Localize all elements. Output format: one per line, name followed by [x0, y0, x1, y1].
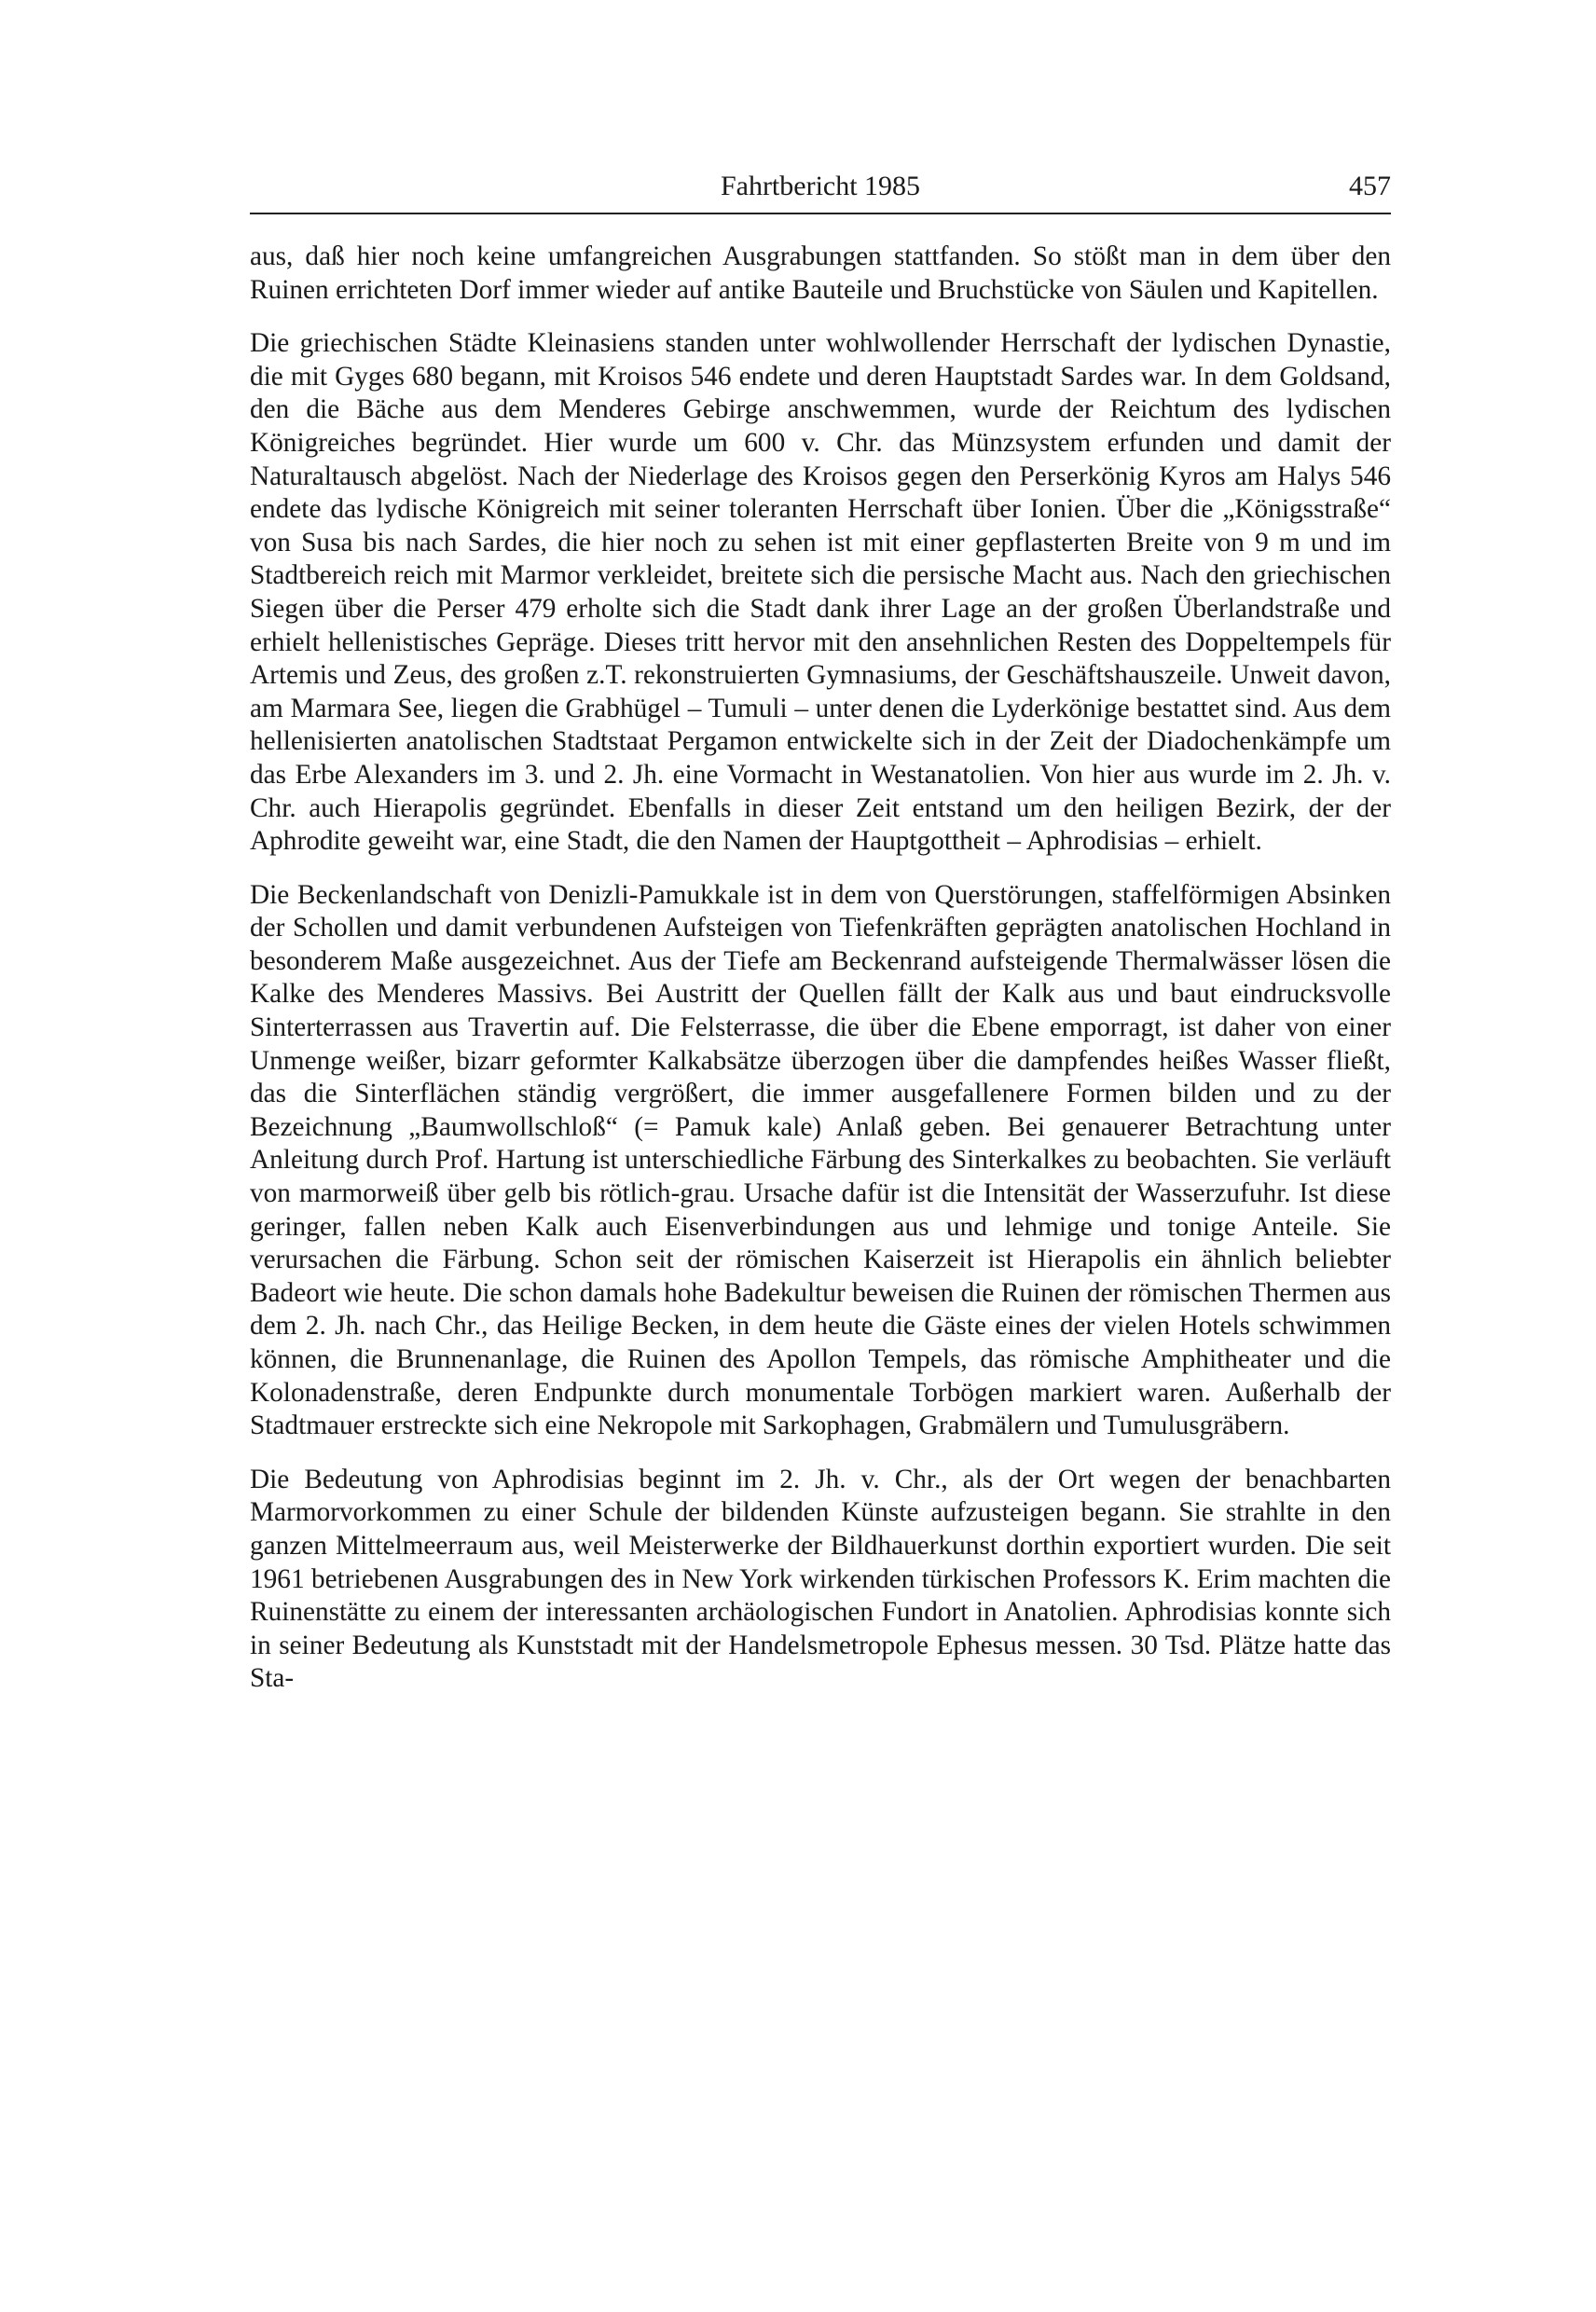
running-header	[250, 168, 1391, 209]
paragraph-3: Die Beckenlandschaft von Denizli-Pamukkale ist in dem von Querstörungen, staffelförmigen Absinken der Schollen und damit verbundenen Aufsteigen von Tiefenkräften geprägten anatolischen Hochland in besonderem Maße ausgezeichnet. Aus der Tiefe am Beckenrand aufsteigende Thermalwässer lösen die Kalke des Menderes Massivs. Bei Austritt der Quellen fällt der Kalk aus und baut eindrucksvolle Sinterterrassen aus Travertin auf. Die Felsterrasse, die über die Ebene emporragt, ist daher von einer Unmenge weißer, bizarr geformter Kalkabsätze überzogen über die dampfendes heißes Wasser fließt, das die Sinterflächen ständig vergrößert, die immer ausgefallenere Formen bilden und zu der Bezeichnung „Baumwollschloß“ (= Pamuk kale) Anlaß geben. Bei genauerer Betrachtung unter Anleitung durch Prof. Hartung ist unterschiedliche Färbung des Sinterkalkes zu beobachten. Sie verläuft von marmorweiß über gelb bis rötlich-grau. Ursache dafür ist die Intensität der Wasserzufuhr. Ist diese geringer, fallen neben Kalk auch Eisenverbindungen aus und lehmige und tonige Anteile. Sie verursachen die Färbung. Schon seit der römischen Kaiserzeit ist Hierapolis ein ähnlich beliebter Badeort wie heute. Die schon damals hohe Badekultur beweisen die Ruinen der römischen Thermen aus dem 2. Jh. nach Chr., das Heilige Becken, in dem heute die Gäste eines der vielen Hotels schwimmen können, die Brunnenanlage, die Ruinen des Apollon Tempels, das römische Amphitheater und die Kolonadenstraße, deren Endpunkte durch monumentale Torbögen markiert waren. Außerhalb der Stadtmauer erstreckte sich eine Nekropole mit Sarkophagen, Grabmälern und Tumulusgräbern.	[250, 879, 1391, 1441]
header-rule	[250, 213, 1391, 214]
running-title: Fahrtbericht 1985	[720, 171, 921, 201]
paragraph-1: aus, daß hier noch keine umfangreichen Ausgrabungen stattfanden. So stößt man in dem über den Ruinen errichteten Dorf immer wieder auf antike Bauteile und Bruchstücke von Säulen und Kapitellen.	[250, 241, 1391, 305]
body-text	[250, 241, 1391, 1696]
paragraph-4: Die Bedeutung von Aphrodisias beginnt im 2. Jh. v. Chr., als der Ort wegen der benachbarten Marmorvorkommen zu einer Schule der bildenden Künste aufzusteigen begann. Sie strahlte in den ganzen Mittelmeerraum aus, weil Meisterwerke der Bildhauerkunst dorthin exportiert wurden. Die seit 1961 betriebenen Ausgrabungen des in New York wirkenden türkischen Professors K. Erim machten die Ruinenstätte zu einem der interessanten archäologischen Fundort in Anatolien. Aphrodisias konnte sich in seiner Bedeutung als Kunststadt mit der Handelsmetropole Ephesus messen. 30 Tsd. Plätze hatte das Sta-	[250, 1464, 1391, 1694]
paragraph-2: Die griechischen Städte Kleinasiens standen unter wohlwollender Herrschaft der lydischen Dynastie, die mit Gyges 680 begann, mit Kroisos 546 endete und deren Hauptstadt Sardes war. In dem Goldsand, den die Bäche aus dem Menderes Gebirge anschwemmen, wurde der Reichtum des lydischen Königreiches begründet. Hier wurde um 600 v. Chr. das Münzsystem erfunden und damit der Naturaltausch abgelöst. Nach der Niederlage des Kroisos gegen den Perserkönig Kyros am Halys 546 endete das lydische Königreich mit seiner toleranten Herrschaft über Ionien. Über die „Königsstraße“ von Susa bis nach Sardes, die hier noch zu sehen ist mit einer gepflasterten Breite von 9 m und im Stadtbereich reich mit Marmor verkleidet, breitete sich die persische Macht aus. Nach den griechischen Siegen über die Perser 479 erholte sich die Stadt dank ihrer Lage an der großen Überlandstraße und erhielt hellenistisches Gepräge. Dieses tritt hervor mit den ansehnlichen Resten des Doppeltempels für Artemis und Zeus, des großen z.T. rekonstruierten Gymnasiums, der Geschäftshauszeile. Unweit davon, am Marmara See, liegen die Grabhügel – Tumuli – unter denen die Lyderkönige bestattet sind. Aus dem hellenisierten anatolischen Stadtstaat Pergamon entwickelte sich in der Zeit der Diadochenkämpfe um das Erbe Alexanders im 3. und 2. Jh. eine Vormacht in Westanatolien. Von hier aus wurde im 2. Jh. v. Chr. auch Hierapolis gegründet. Ebenfalls in dieser Zeit entstand um den heiligen Bezirk, der der Aphrodite geweiht war, eine Stadt, die den Namen der Hauptgottheit – Aphrodisias – erhielt.	[250, 328, 1391, 857]
book-page	[250, 168, 1391, 1716]
page-number: 457	[1349, 171, 1391, 201]
